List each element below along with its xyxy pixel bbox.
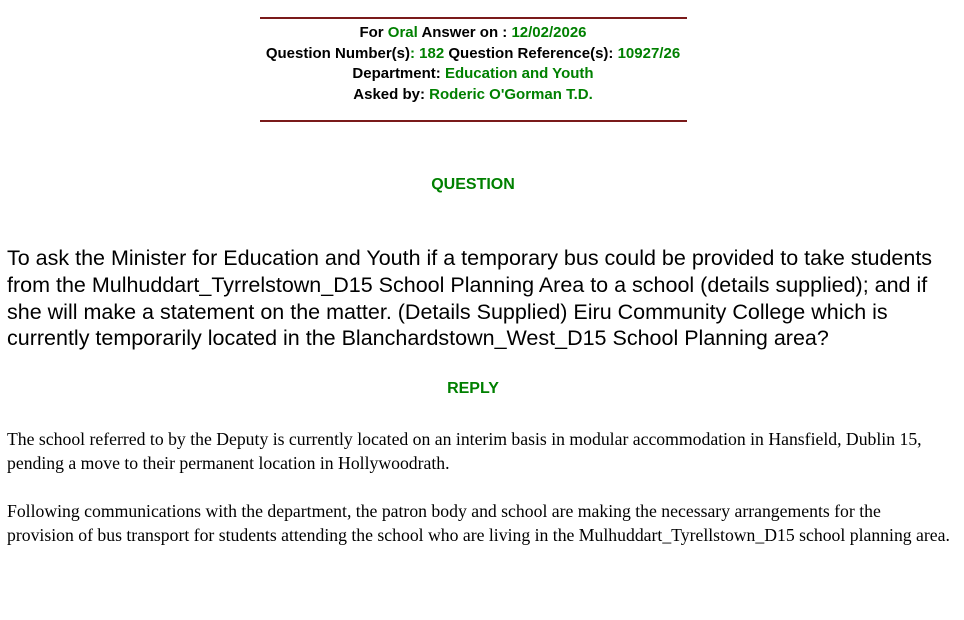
- for-label: For: [359, 24, 384, 41]
- question-reference: 10927/26: [617, 44, 681, 62]
- answer-type: Oral: [387, 24, 418, 41]
- reply-body: [7, 427, 952, 571]
- question-number-line: [0, 44, 946, 65]
- header-bottom-rule: [260, 120, 687, 122]
- reply-paragraph: The school referred to by the Deputy is currently located on an interim basis in modular accommodation in Hansfield, Dublin 15, pending a move to their permanent location in Hollywoodrath.: [7, 429, 922, 473]
- question-number: 182: [419, 44, 445, 62]
- asked-by-label: Asked by:: [353, 85, 425, 103]
- question-heading: QUESTION: [431, 176, 515, 193]
- asked-by-name: Roderic O'Gorman T.D.: [429, 85, 593, 103]
- header-top-rule: [260, 17, 687, 19]
- department-label: Department:: [352, 65, 441, 82]
- reply-heading: REPLY: [447, 380, 499, 397]
- answer-date: 12/02/2026: [511, 24, 587, 41]
- question-references-label: Question Reference(s):: [448, 44, 614, 62]
- reply-paragraph: Following communications with the department, the patron body and school are making the necessary arrangements for the provision of bus transport for students attending the school who are living in the Mulhuddart_Tyrellstown_D15 school planning area.: [7, 501, 950, 545]
- question-numbers-label: Question Number(s): [265, 44, 410, 62]
- question-numbers-colon: :: [410, 44, 415, 62]
- question-header: [0, 23, 946, 105]
- department-line: [0, 64, 946, 85]
- answer-date-line: [0, 23, 946, 44]
- asked-by-line: [0, 85, 946, 106]
- answer-on-label: Answer on :: [421, 24, 508, 41]
- question-text: To ask the Minister for Education and Youth if a temporary bus could be provided to take students from the Mulhuddart_Tyrrelstown_D15 School Planning Area to a school (details supplied); and if she will make a statement on the matter. (Details Supplied) Eiru Community College which is currently temporarily located in the Blanchardstown_West_D15 School Planning area?: [7, 246, 933, 351]
- department-name: Education and Youth: [444, 65, 594, 82]
